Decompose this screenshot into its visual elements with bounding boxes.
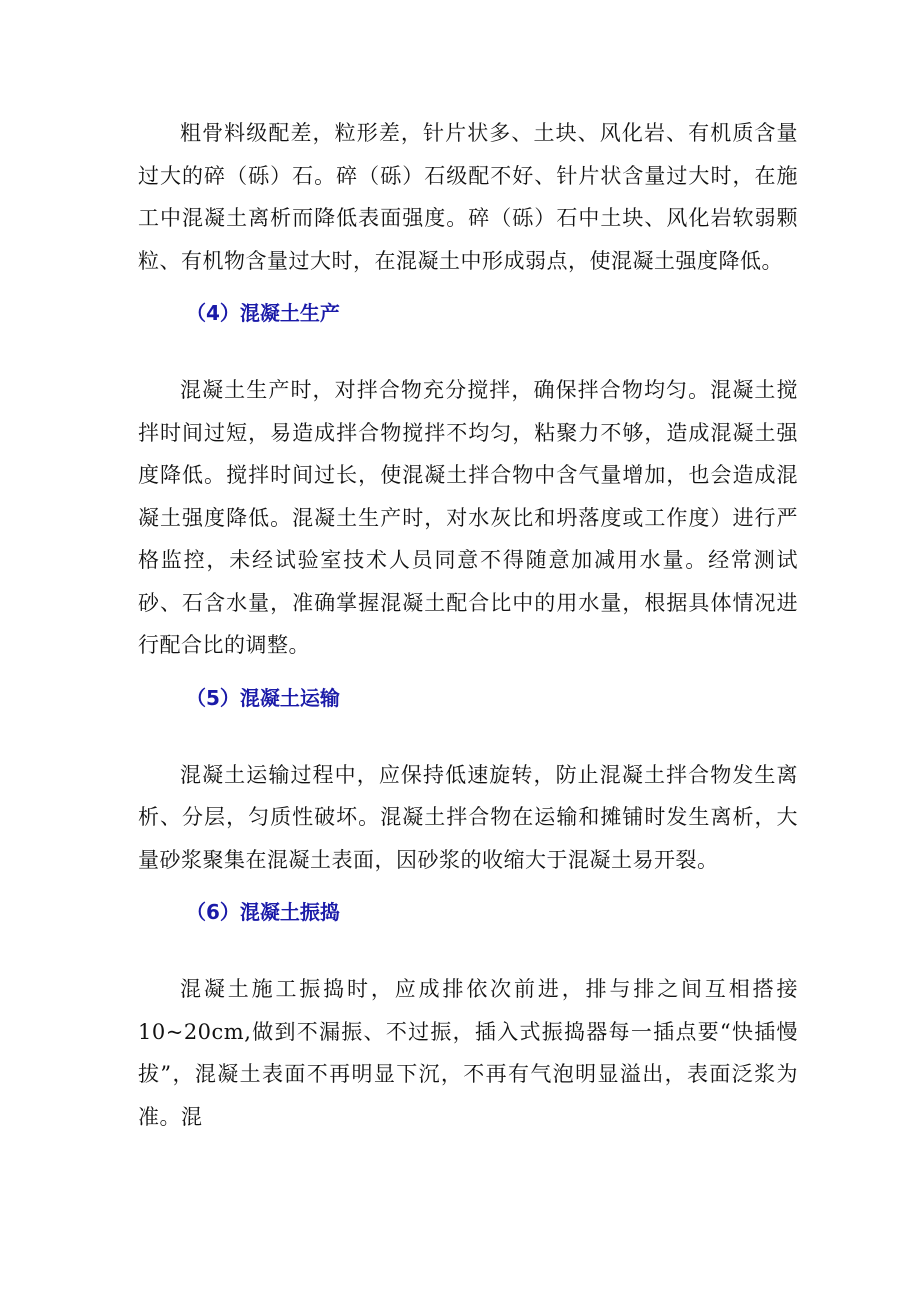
spacer (138, 334, 798, 369)
paragraph-vibration: 混凝土施工振捣时，应成排依次前进，排与排之间互相搭接10~20cm,做到不漏振、不过振，插入式振捣器每一插点要“快插慢拔”，混凝土表面不再明显下沉，不再有气泡明显溢出，表面泛浆为准。混 (138, 977, 798, 1129)
document-page (138, 112, 798, 1138)
section-heading-transport: （5）混凝土运输 (186, 685, 340, 710)
spacer (138, 933, 798, 968)
section-heading-production: （4）混凝土生产 (186, 301, 340, 325)
spacer (138, 282, 798, 292)
paragraph-production: 混凝土生产时，对拌合物充分搅拌，确保拌合物均匀。混凝土搅拌时间过短，易造成拌合物搅拌不均匀，粘聚力不够，造成混凝土强度降低。搅拌时间过长，使混凝土拌合物中含气量增加，也会造成混凝土强度降低。混凝土生产时，对水灰比和坍落度或工作度）进行严格监控，未经试验室技术人员同意不得随意加减用水量。经常测试砂、石含水量，准确掌握混凝土配合比中的用水量，根据具体情况进行配合比的调整。 (138, 378, 798, 657)
paragraph-transport: 混凝土运输过程中，应保持低速旋转，防止混凝土拌合物发生离析、分层，匀质性破坏。混凝土拌合物在运输和摊铺时发生离析，大量砂浆聚集在混凝土表面，因砂浆的收缩大于混凝土易开裂。 (138, 762, 798, 872)
paragraph-coarse-aggregate: 粗骨料级配差，粒形差，针片状多、土块、风化岩、有机质含量过大的碎（砾）石。碎（砾）石级配不好、针片状含量过大时，在施工中混凝土离析而降低表面强度。碎（砾）石中土块、风化岩软弱颗粒、有机物含量过大时，在混凝土中形成弱点，使混凝土强度降低。 (138, 121, 798, 273)
section-heading-vibration: （6）混凝土振捣 (186, 900, 340, 924)
spacer (138, 719, 798, 754)
spacer (138, 667, 798, 677)
spacer (138, 881, 798, 891)
